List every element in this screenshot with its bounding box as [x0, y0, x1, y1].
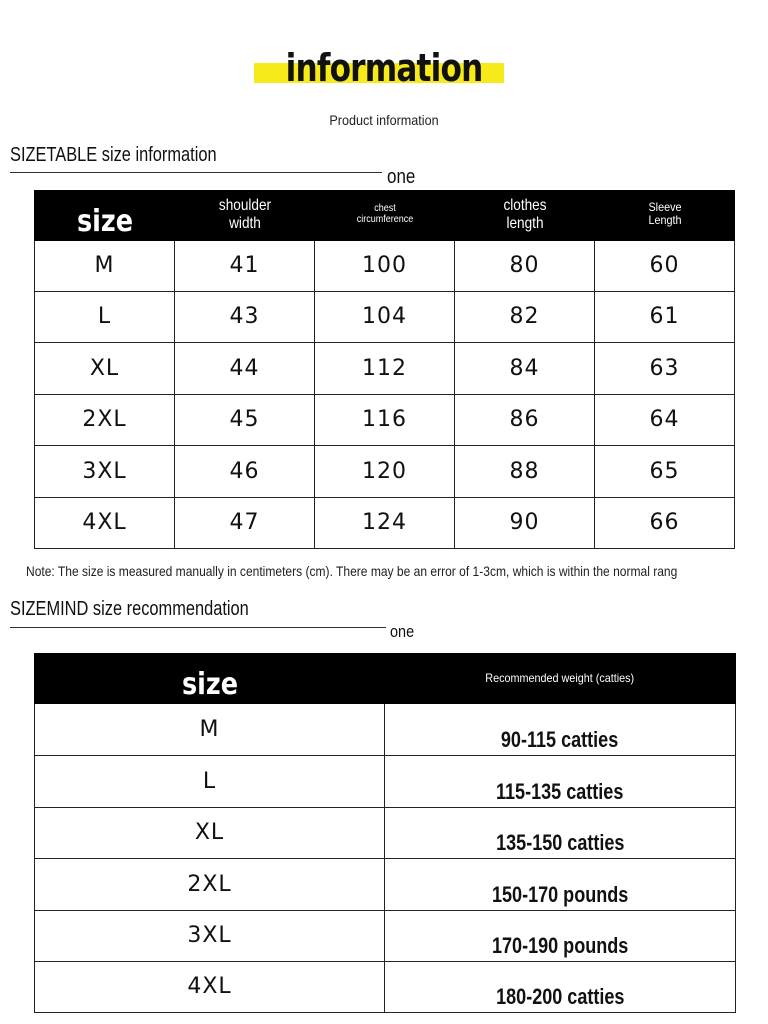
weight-cell: 180-200 catties	[385, 961, 736, 1012]
col-header-size: size	[35, 191, 175, 241]
size-cell: M	[35, 703, 385, 755]
shoulder-cell: 46	[175, 445, 315, 497]
table-row	[35, 961, 736, 1012]
chest-cell: 124	[315, 497, 455, 548]
size-recommendation-heading: SIZEMIND size recommendation	[10, 598, 249, 620]
length-cell: 80	[455, 240, 595, 291]
chest-cell: 100	[315, 240, 455, 291]
chest-cell: 104	[315, 291, 455, 342]
size-table-header-row	[35, 191, 735, 241]
table-row	[35, 807, 736, 858]
shoulder-cell: 44	[175, 342, 315, 394]
size-cell: L	[35, 291, 175, 342]
table-row	[35, 445, 735, 497]
weight-cell: 135-150 catties	[385, 807, 736, 858]
size-cell: 2XL	[35, 858, 385, 910]
sleeve-cell: 63	[595, 342, 735, 394]
col-header-recommended-weight: Recommended weight (catties)	[385, 654, 736, 704]
table-row	[35, 342, 735, 394]
size-table-unit-label: one	[387, 166, 416, 188]
table-row	[35, 755, 736, 807]
col-header-shoulder-width: shoulder width	[175, 191, 315, 241]
table-row	[35, 858, 736, 910]
length-cell: 84	[455, 342, 595, 394]
table-row	[35, 394, 735, 445]
size-table-heading-rule	[10, 172, 382, 173]
size-cell: 2XL	[35, 394, 175, 445]
size-cell: L	[35, 755, 385, 807]
size-cell: 4XL	[35, 961, 385, 1012]
shoulder-cell: 45	[175, 394, 315, 445]
col-header-chest: chest circumference	[315, 191, 455, 241]
table-row	[35, 910, 736, 961]
sleeve-cell: 65	[595, 445, 735, 497]
size-recommendation-table	[34, 653, 736, 1013]
chest-cell: 116	[315, 394, 455, 445]
col-header-size: size	[35, 654, 385, 704]
size-table-heading: SIZETABLE size information	[10, 144, 217, 166]
page-subtitle: Product information	[329, 112, 439, 128]
size-cell: XL	[35, 342, 175, 394]
size-table	[34, 190, 735, 549]
shoulder-cell: 43	[175, 291, 315, 342]
size-cell: XL	[35, 807, 385, 858]
sleeve-cell: 61	[595, 291, 735, 342]
size-cell: 4XL	[35, 497, 175, 548]
size-cell: 3XL	[35, 910, 385, 961]
table-row	[35, 497, 735, 548]
title-wrap	[0, 44, 768, 92]
col-header-sleeve-length: Sleeve Length	[595, 191, 735, 241]
table-row	[35, 240, 735, 291]
recommendation-header-row	[35, 654, 736, 704]
weight-cell: 150-170 pounds	[385, 858, 736, 910]
chest-cell: 120	[315, 445, 455, 497]
shoulder-cell: 47	[175, 497, 315, 548]
weight-cell: 170-190 pounds	[385, 910, 736, 961]
length-cell: 90	[455, 497, 595, 548]
length-cell: 88	[455, 445, 595, 497]
sleeve-cell: 60	[595, 240, 735, 291]
weight-cell: 90-115 catties	[385, 703, 736, 755]
length-cell: 82	[455, 291, 595, 342]
size-recommendation-unit-label: one	[390, 622, 415, 641]
shoulder-cell: 41	[175, 240, 315, 291]
size-recommendation-heading-rule	[10, 627, 386, 628]
measurement-note: Note: The size is measured manually in centimeters (cm). There may be an error of 1-3cm, which is within the normal rang	[26, 563, 678, 579]
length-cell: 86	[455, 394, 595, 445]
size-cell: M	[35, 240, 175, 291]
page-title: information	[285, 46, 483, 90]
sleeve-cell: 66	[595, 497, 735, 548]
col-header-clothes-length: clothes length	[455, 191, 595, 241]
chest-cell: 112	[315, 342, 455, 394]
table-row	[35, 291, 735, 342]
sleeve-cell: 64	[595, 394, 735, 445]
table-row	[35, 703, 736, 755]
weight-cell: 115-135 catties	[385, 755, 736, 807]
size-cell: 3XL	[35, 445, 175, 497]
